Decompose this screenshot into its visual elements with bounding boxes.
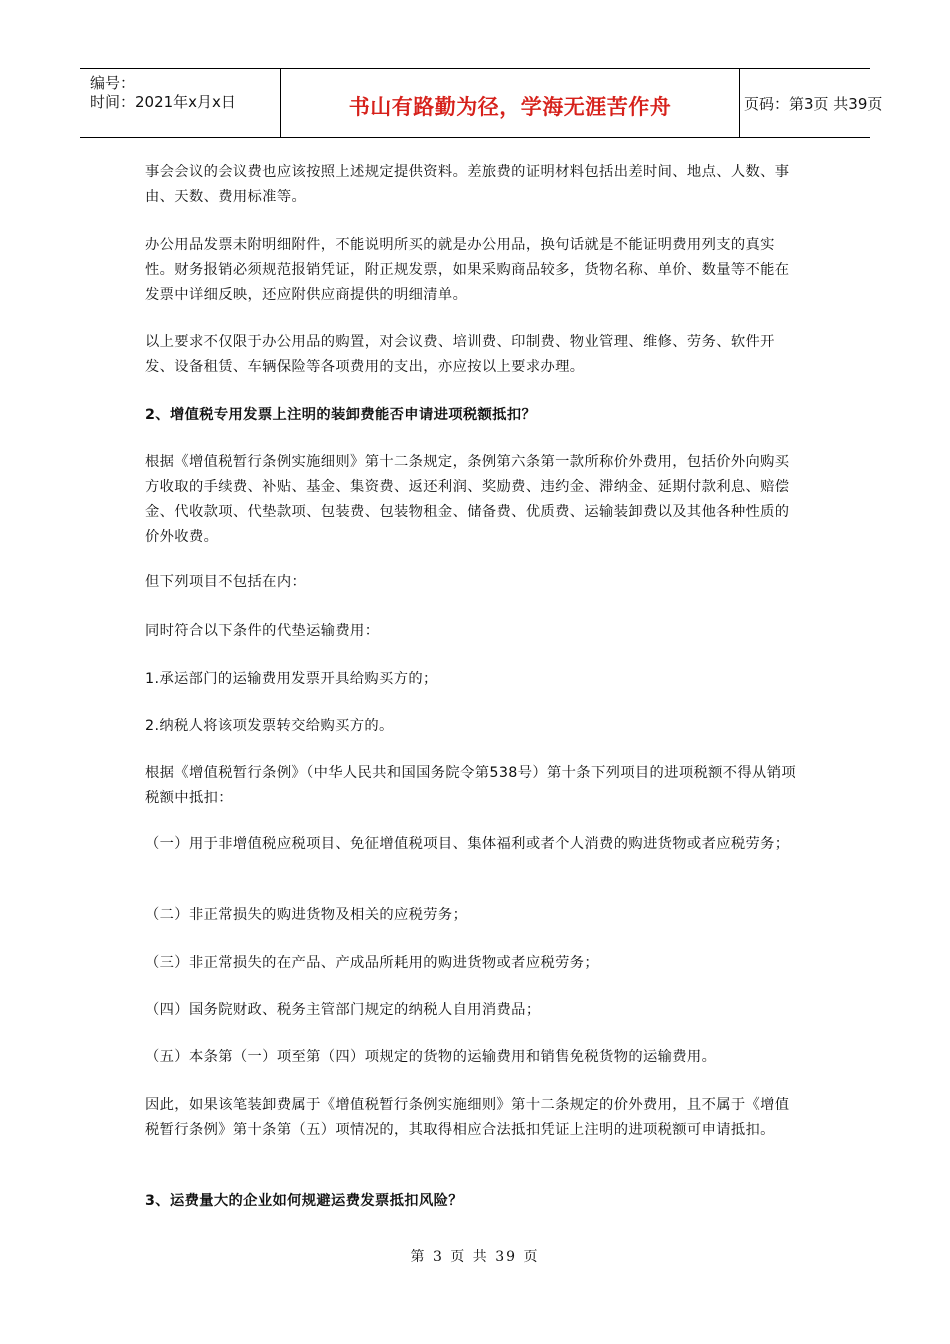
header-page-code: 页码：第3页 共39页 [744, 95, 883, 113]
paragraph: 根据《增值税暂行条例》（中华人民共和国国务院令第538号）第十条下列项目的进项税额不得从销项税额中抵扣： [145, 765, 796, 806]
paragraph: 事会会议的会议费也应该按照上述规定提供资料。差旅费的证明材料包括出差时间、地点、人数、事由、天数、费用标准等。 [145, 164, 790, 205]
section-heading: 3、运费量大的企业如何规避运费发票抵扣风险？ [145, 1193, 463, 1209]
document-number-label: 编号： [90, 74, 136, 92]
list-item: （一）用于非增值税应税项目、免征增值税项目、集体福利或者个人消费的购进货物或者应税劳务； [145, 836, 790, 852]
list-item: 1.承运部门的运输费用发票开具给购买方的； [145, 671, 438, 687]
paragraph: 以上要求不仅限于办公用品的购置，对会议费、培训费、印制费、物业管理、维修、劳务、软件开发、设备租赁、车辆保险等各项费用的支出，亦应按以上要求办理。 [145, 334, 775, 375]
page-footer: 第 3 页 共 39 页 [410, 1249, 540, 1265]
list-item: 2.纳税人将该项发票转交给购买方的。 [145, 718, 394, 734]
paragraph: 同时符合以下条件的代垫运输费用： [145, 623, 380, 639]
section-heading: 2、增值税专用发票上注明的装卸费能否申请进项税额抵扣？ [145, 407, 537, 423]
paragraph: 但下列项目不包括在内： [145, 574, 307, 590]
header-motto-cell [280, 69, 740, 137]
paragraph: 根据《增值税暂行条例实施细则》第十二条规定，条例第六条第一款所称价外费用，包括价外向购买方收取的手续费、补贴、基金、集资费、返还利润、奖励费、违约金、滞纳金、延期付款利息、赔偿金、代收款项、代垫款项、包装费、包装物租金、储备费、优质费、运输装卸费以及其他各种性质的价外收费。 [145, 454, 790, 545]
list-item: （四）国务院财政、税务主管部门规定的纳税人自用消费品； [145, 1002, 541, 1018]
header-motto: 书山有路勤为径，学海无涯苦作舟 [348, 95, 672, 119]
header-info-cell [80, 69, 280, 137]
list-item: （三）非正常损失的在产品、产成品所耗用的购进货物或者应税劳务； [145, 955, 600, 971]
list-item: （二）非正常损失的购进货物及相关的应税劳务； [145, 907, 468, 923]
paragraph: 办公用品发票未附明细附件，不能说明所买的就是办公用品，换句话就是不能证明费用列支的真实性。财务报销必须规范报销凭证，附正规发票，如果采购商品较多，货物名称、单价、数量等不能在发票中详细反映，还应附供应商提供的明细清单。 [145, 237, 790, 303]
document-date-label: 时间：2021年x月x日 [90, 93, 236, 111]
list-item: （五）本条第（一）项至第（四）项规定的货物的运输费用和销售免税货物的运输费用。 [145, 1049, 717, 1065]
header-page-cell [738, 69, 883, 137]
paragraph: 因此，如果该笔装卸费属于《增值税暂行条例实施细则》第十二条规定的价外费用，且不属于《增值税暂行条例》第十条第（五）项情况的，其取得相应合法抵扣凭证上注明的进项税额可申请抵扣。 [145, 1097, 790, 1138]
page-header [80, 68, 883, 138]
